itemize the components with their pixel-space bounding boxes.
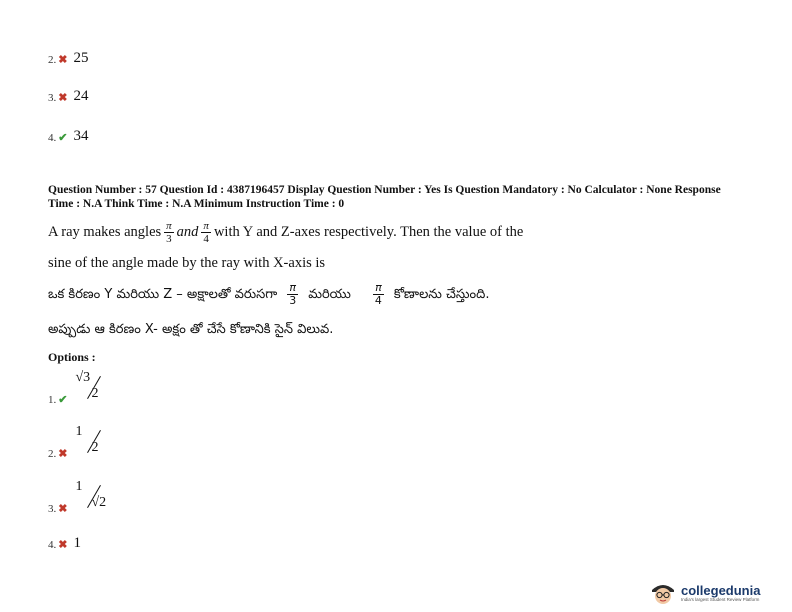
fraction-numerator: π [166, 220, 172, 232]
fraction-numerator: π [203, 220, 209, 232]
option-1 [48, 370, 109, 406]
fraction-denominator: 3 [289, 294, 297, 307]
fraction-denominator: 3 [166, 233, 172, 245]
question-text: with Y and Z-axes respectively. Then the value of the [213, 224, 524, 240]
wrong-mark-icon: ✖ [58, 539, 68, 551]
fraction-denominator: 4 [203, 233, 209, 245]
prev-option-2 [48, 50, 88, 66]
wrong-mark-icon: ✖ [58, 92, 68, 104]
option-value: 24 [73, 88, 89, 104]
option-number: 3. [48, 503, 57, 515]
angle-fraction-2 [373, 282, 384, 307]
question-text: A ray makes angles [48, 224, 162, 240]
option-value: 25 [73, 50, 89, 66]
fraction-denominator: √2 [91, 495, 107, 510]
wrong-mark-icon: ✖ [58, 448, 68, 460]
wrong-mark-icon: ✖ [58, 503, 68, 515]
telugu-text: కోణాలను చేస్తుంది. [393, 286, 490, 302]
question-telugu-line1 [48, 282, 489, 307]
angle-fraction-1 [164, 220, 174, 245]
option-value: 34 [73, 128, 89, 144]
fraction-numerator: π [375, 281, 382, 294]
option-value: 1 [73, 535, 81, 551]
question-meta-line2: Time : N.A Think Time : N.A Minimum Instruction Time : 0 [48, 198, 345, 210]
telugu-text: ఒక కిరణం Y మరియు Z – అక్షాలతో వరుసగా [48, 286, 278, 302]
option-4 [48, 535, 81, 551]
logo-tagline: India's largest Student Review Platform [681, 596, 760, 602]
question-meta-line1: Question Number : 57 Question Id : 4387196457 Display Question Number : Yes Is Question Mandatory : No Calculator : None Response [48, 184, 721, 196]
option-number: 4. [48, 132, 57, 144]
option-number: 2. [48, 54, 57, 66]
fraction-denominator: 2 [91, 386, 99, 401]
fraction-numerator: 1 [75, 424, 83, 439]
option-number: 4. [48, 539, 57, 551]
collegedunia-logo [648, 580, 760, 606]
question-telugu-line2: అప్పుడు ఆ కిరణం X- అక్షం తో చేసే కోణానికి సైన్ విలువ. [48, 322, 334, 337]
option-fraction [73, 479, 109, 515]
question-english-line1 [48, 220, 523, 245]
angle-fraction-1 [287, 282, 298, 307]
check-mark-icon: ✔ [58, 394, 68, 406]
question-english-line2: sine of the angle made by the ray with X-axis is [48, 255, 326, 271]
telugu-text: మరియు [308, 286, 351, 302]
fraction-denominator: 4 [374, 294, 382, 307]
logo-mascot-icon [648, 580, 678, 606]
fraction-numerator: π [289, 281, 297, 294]
fraction-denominator: 2 [91, 440, 99, 455]
option-number: 3. [48, 92, 57, 104]
fraction-numerator: √3 [75, 370, 91, 385]
option-number: 1. [48, 394, 57, 406]
options-label: Options : [48, 350, 96, 364]
option-fraction [73, 370, 109, 406]
and-word: and [176, 224, 199, 240]
prev-option-4 [48, 128, 88, 144]
option-fraction [73, 424, 109, 460]
option-number: 2. [48, 448, 57, 460]
logo-brand: collegedunia [681, 582, 761, 598]
option-3 [48, 479, 109, 515]
wrong-mark-icon: ✖ [58, 54, 68, 66]
fraction-numerator: 1 [75, 479, 83, 494]
prev-option-3 [48, 88, 88, 104]
option-2 [48, 424, 109, 460]
check-mark-icon: ✔ [58, 132, 68, 144]
angle-fraction-2 [201, 220, 211, 245]
